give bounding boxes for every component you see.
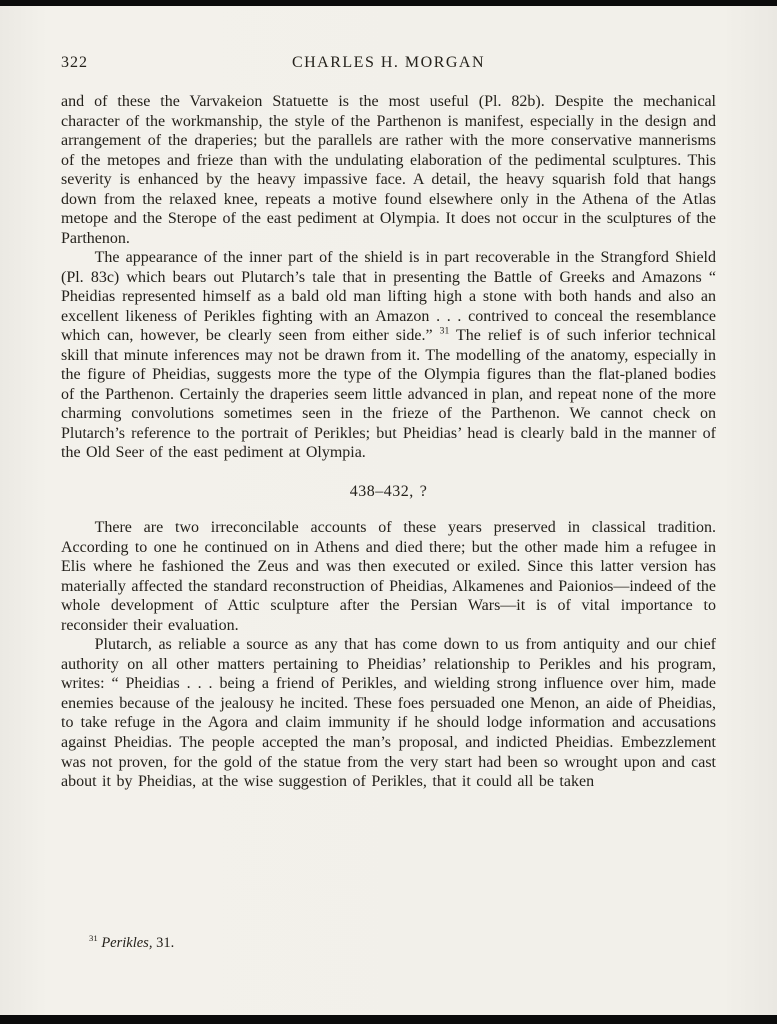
paragraph-3: There are two irreconcilable accounts of these years preserved in classical tradition. According to one he continued on in Athens and died there; but the other made him a refugee in Elis where he fashioned the Zeus and was then executed or exiled. Since this latter version has materially affected the standard reconstruction of Pheidias, Alkamenes and Paionios—indeed of the whole development of Attic sculpture after the Persian Wars—it is of vital importance to reconsider their evaluation. bbox=[61, 519, 716, 634]
scan-artifact-bottom bbox=[0, 1015, 777, 1024]
footnote bbox=[89, 935, 174, 952]
page-header bbox=[61, 54, 716, 72]
paragraph-2-text-after-note: The relief is of such inferior technical skill that minute inferences may not be drawn from it. The modelling of the anatomy, especially in the figure of Pheidias, suggests more the type of the Olympia figures than the flat-planed bodies of the Parthenon. Certainly the draperies seem little advanced in plan, and repeat none of the more charming convolutions sometimes seen in the frieze of the Parthenon. We cannot check on Plutarch’s reference to the portrait of Perikles; but Pheidias’ head is clearly bald in the manner of the Old Seer of the east pediment at Olympia. bbox=[61, 327, 717, 462]
body-text bbox=[61, 92, 716, 792]
section-heading: 438–432, ? bbox=[349, 482, 428, 500]
paragraph-1: and of these the Varvakeion Statuette is the most useful (Pl. 82b). Despite the mechanical character of the workmanship, the style of the Parthenon is manifest, especially in the design and arrangement of the draperies; but the parallels are rather with the more conservative mannerisms of the metopes and frieze than with the undulating elaboration of the pedimental sculptures. This severity is enhanced by the heavy impassive face. A detail, the heavy squarish fold that hangs down from the relaxed knee, repeats a motive found elsewhere only in the Athena of the Atlas metope and the Sterope of the east pediment at Olympia. It does not occur in the sculptures of the Parthenon. bbox=[61, 93, 716, 247]
running-head: CHARLES H. MORGAN bbox=[291, 54, 486, 71]
paragraph-2-text-before-note: The appearance of the inner part of the shield is in part recoverable in the Strangford Shield (Pl. 83c) which bears out Plutarch’s tale that in presenting the Battle of Greeks and Amazons “ Pheidias represented himself as a bald old man lifting high a stone with both hands and also an excellent likeness of Perikles fighting with an Amazon . . . contrived to conceal the resemblance which can, however, be clearly seen from either side.” bbox=[61, 249, 716, 345]
footnote-work-title: Perikles, bbox=[101, 935, 153, 951]
footnote-text: 31. bbox=[156, 935, 175, 951]
page-number: 322 bbox=[61, 54, 88, 71]
scan-artifact-top bbox=[0, 0, 777, 6]
footnote-reference: 31 bbox=[439, 325, 450, 337]
paragraph-4: Plutarch, as reliable a source as any that has come down to us from antiquity and our chief authority on all other matters pertaining to Pheidias’ relationship to Perikles and his program, writes: “ Pheidias . . . being a friend of Perikles, and wielding strong influence over him, made enemies because of the jealousy he incited. These foes persuaded one Menon, an aide of Pheidias, to take refuge in the Agora and claim immunity if he should lodge information and accusations against Pheidias. The people accepted the man’s proposal, and indicted Pheidias. Embezzlement was not proven, for the gold of the statue from the very start had been so wrought upon and cast about it by Pheidias, at the wise suggestion of Perikles, that it could all be taken bbox=[61, 636, 716, 791]
footnote-marker: 31 bbox=[89, 933, 98, 944]
page-content bbox=[61, 54, 716, 792]
paragraph-2 bbox=[61, 248, 716, 463]
